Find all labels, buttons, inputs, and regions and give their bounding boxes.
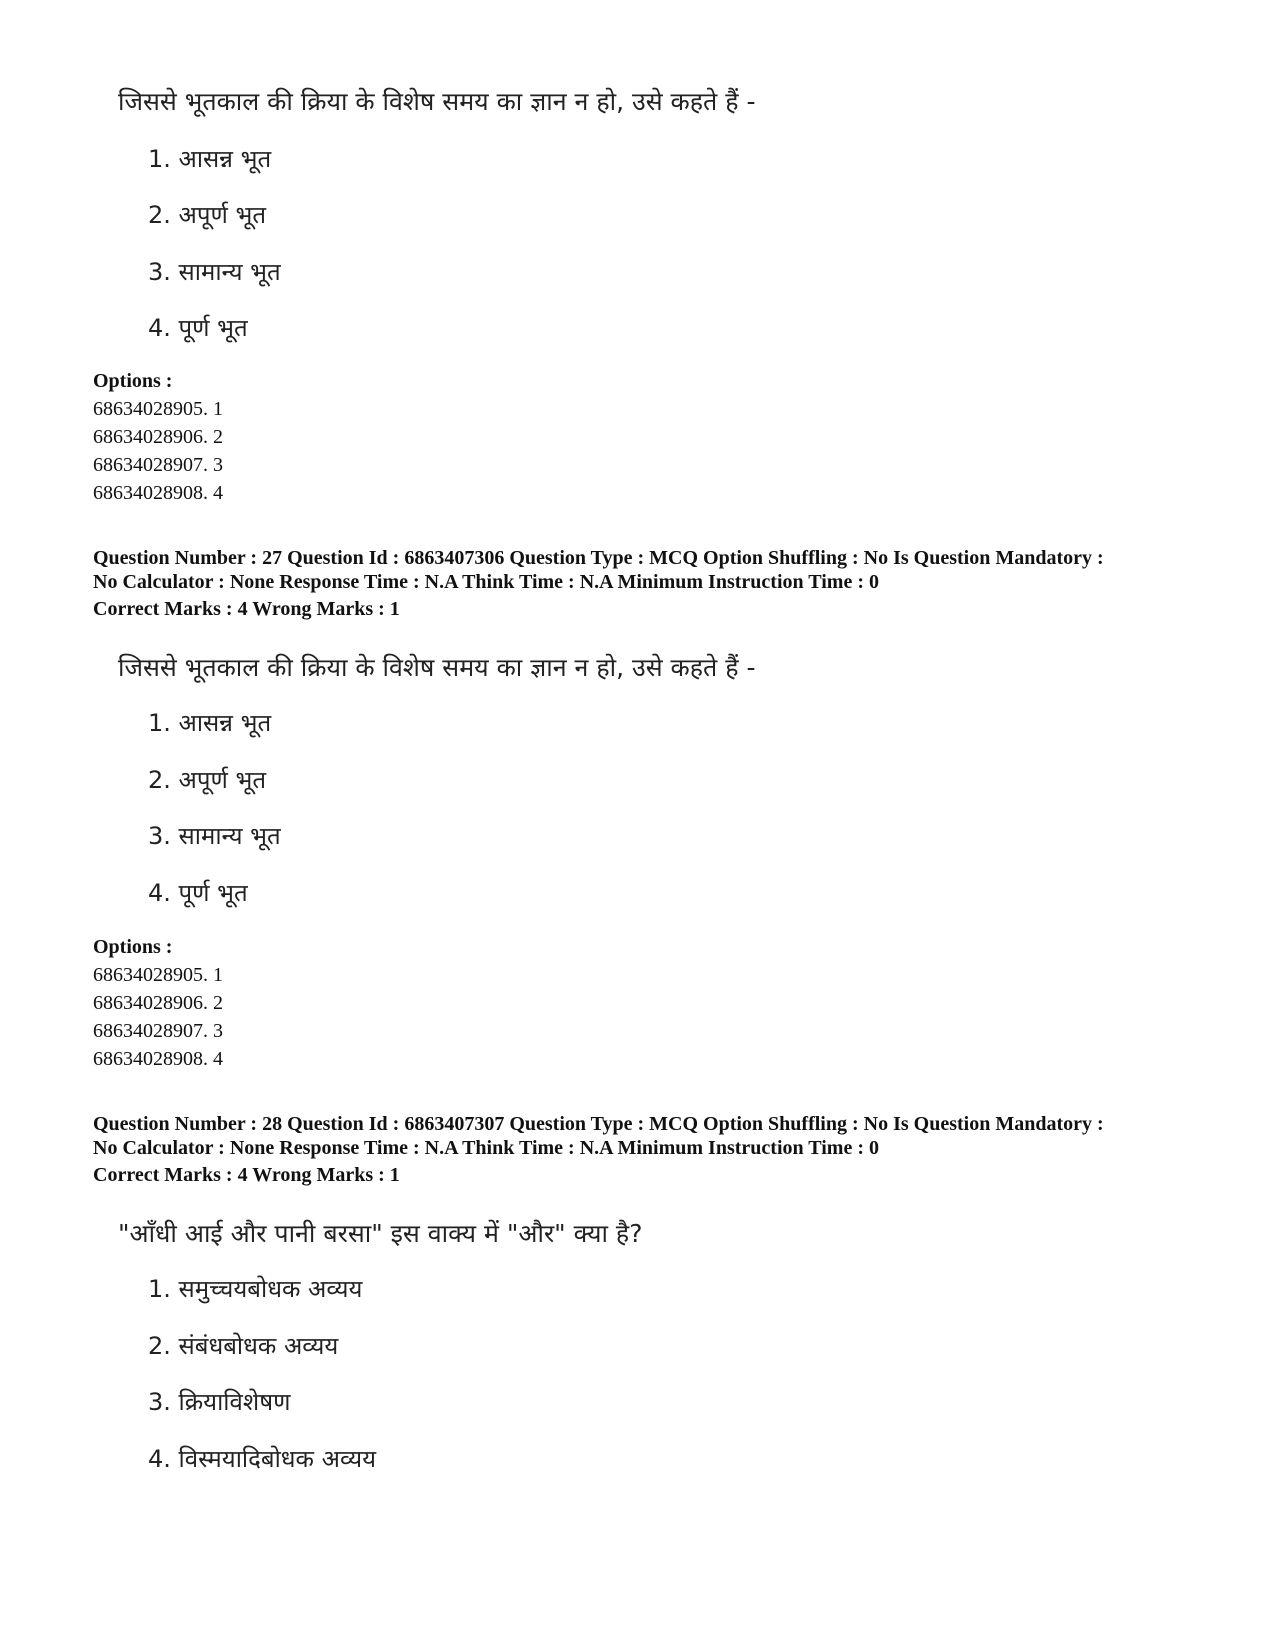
choice-1: 1. आसन्न भूत: [148, 145, 272, 173]
choice-3: 3. सामान्य भूत: [148, 822, 281, 850]
question-text: जिससे भूतकाल की क्रिया के विशेष समय का ज्ञान न हो, उसे कहते हैं -: [118, 653, 756, 682]
choice-2: 2. अपूर्ण भूत: [148, 201, 267, 229]
question-meta-line-2: No Calculator : None Response Time : N.A Think Time : N.A Minimum Instruction Time : 0: [93, 1137, 879, 1159]
choice-1: 1. समुच्चयबोधक अव्यय: [148, 1275, 363, 1303]
question-meta-line-2: No Calculator : None Response Time : N.A Think Time : N.A Minimum Instruction Time : 0: [93, 571, 879, 593]
choice-4: 4. विस्मयादिबोधक अव्यय: [148, 1445, 376, 1473]
option-line-3: 68634028907. 3: [93, 1020, 223, 1042]
choice-4: 4. पूर्ण भूत: [148, 879, 248, 907]
question-text: "आँधी आई और पानी बरसा" इस वाक्य में "और" क्या है?: [118, 1219, 643, 1248]
options-heading: Options :: [93, 936, 173, 958]
choice-3: 3. सामान्य भूत: [148, 258, 281, 286]
choice-1: 1. आसन्न भूत: [148, 709, 272, 737]
option-line-3: 68634028907. 3: [93, 454, 223, 476]
option-line-1: 68634028905. 1: [93, 398, 223, 420]
option-line-2: 68634028906. 2: [93, 426, 223, 448]
option-line-4: 68634028908. 4: [93, 1048, 223, 1070]
option-line-2: 68634028906. 2: [93, 992, 223, 1014]
question-marks: Correct Marks : 4 Wrong Marks : 1: [93, 1164, 400, 1186]
question-text: जिससे भूतकाल की क्रिया के विशेष समय का ज्ञान न हो, उसे कहते हैं -: [118, 87, 756, 116]
question-marks: Correct Marks : 4 Wrong Marks : 1: [93, 598, 400, 620]
option-line-1: 68634028905. 1: [93, 964, 223, 986]
question-meta-line-1: Question Number : 27 Question Id : 6863407306 Question Type : MCQ Option Shuffling : No Is Question Mandatory :: [93, 547, 1104, 569]
option-line-4: 68634028908. 4: [93, 482, 223, 504]
options-heading: Options :: [93, 370, 173, 392]
question-meta-line-1: Question Number : 28 Question Id : 6863407307 Question Type : MCQ Option Shuffling : No Is Question Mandatory :: [93, 1113, 1104, 1135]
choice-2: 2. संबंधबोधक अव्यय: [148, 1332, 339, 1360]
choice-4: 4. पूर्ण भूत: [148, 314, 248, 342]
choice-2: 2. अपूर्ण भूत: [148, 766, 267, 794]
choice-3: 3. क्रियाविशेषण: [148, 1388, 291, 1416]
